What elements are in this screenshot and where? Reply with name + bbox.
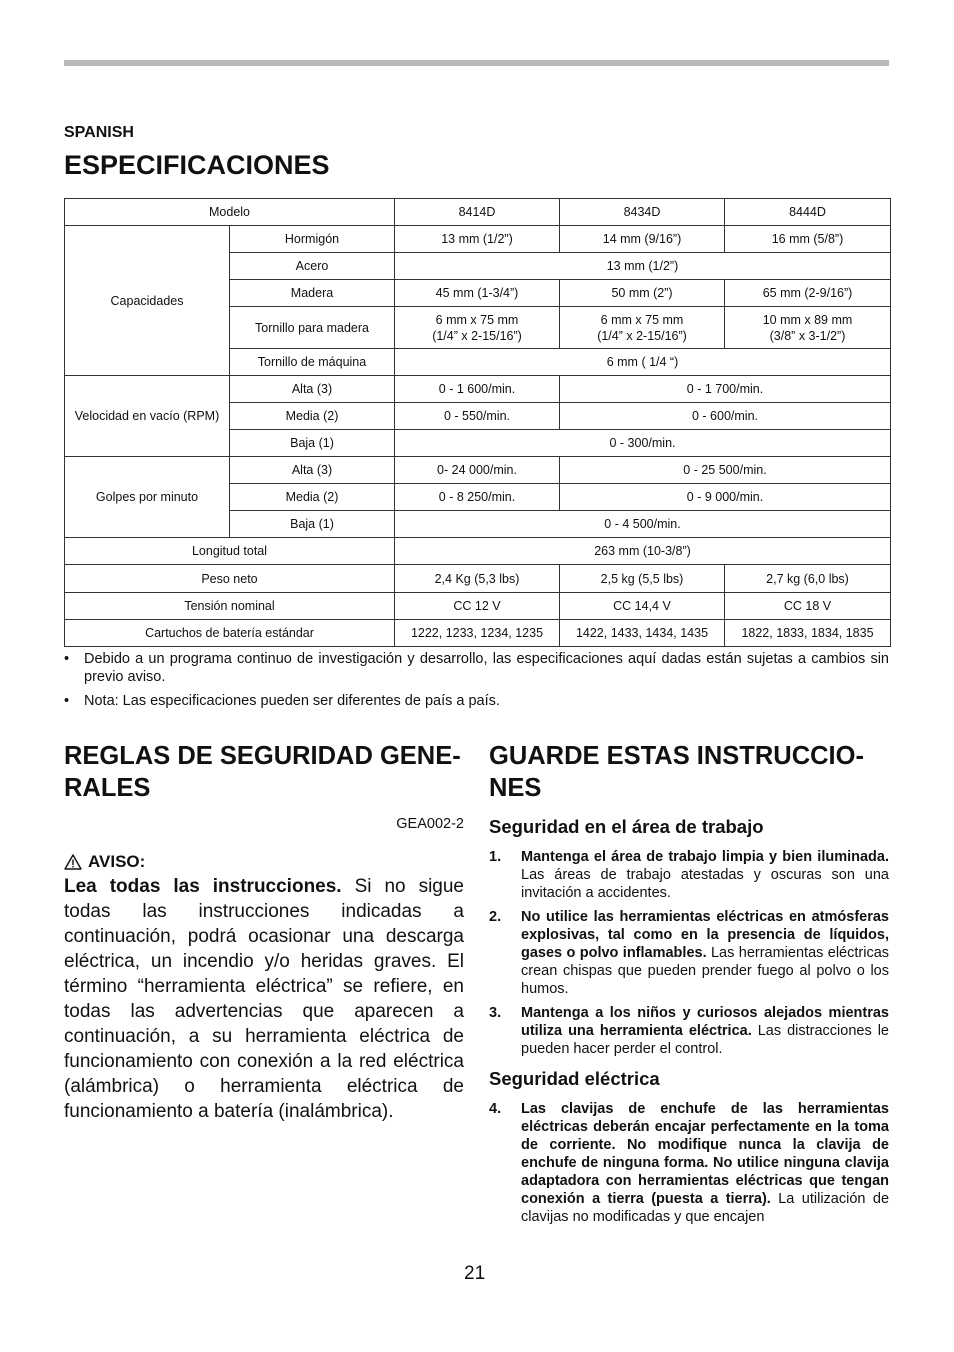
cell-value: 13 mm (1/2”): [395, 253, 891, 280]
item-bold: Mantenga el área de trabajo limpia y bien iluminada.: [521, 849, 889, 865]
cell-value: CC 14,4 V: [560, 593, 725, 620]
cell-value: 0- 24 000/min.: [395, 457, 560, 484]
note-text: Debido a un programa continuo de investigación y desarrollo, las especificaciones aquí dadas están sujetas a cambios sin previo aviso.: [84, 651, 889, 685]
table-row: [65, 620, 891, 647]
cell-value: 0 - 300/min.: [395, 430, 891, 457]
cell-acero-label: Acero: [230, 253, 395, 280]
lead-text: Si no sigue todas las instrucciones indicadas a continuación, podrá ocasionar una descarga eléctrica, un incendio y/o heridas graves. El término “herramienta eléctrica” se refiere, en todas las advertencias que aparecen a continuación, a su herramienta eléctrica de funcionamiento con conexión a la red eléctrica (alámbrica) o herramienta eléctrica de funcionamiento a batería (inalámbrica).: [64, 876, 464, 1122]
item-number: 4.: [489, 1101, 502, 1117]
item-text: Las distracciones le pueden hacer perder el control.: [521, 1023, 889, 1057]
cell-tornillo-madera-label: Tornillo para madera: [230, 307, 395, 349]
cell-value: 2,5 kg (5,5 lbs): [560, 565, 725, 593]
note-text: Nota: Las especificaciones pueden ser diferentes de país a país.: [84, 693, 500, 709]
item-number: 2.: [489, 909, 502, 925]
item-bold: No utilice las herramientas eléctricas en atmósferas explosivas, tal como en la presencia de líquidos, gases o polvo inflamables.: [521, 909, 889, 961]
subsection-title-electrical: Seguridad eléctrica: [489, 1068, 660, 1089]
cell-value: CC 12 V: [395, 593, 560, 620]
cell-value: 2,4 Kg (5,3 lbs): [395, 565, 560, 593]
item-bold: Mantenga a los niños y curiosos alejados mientras utiliza una herramienta eléctrica.: [521, 1005, 889, 1039]
table-row: [65, 376, 891, 403]
table-row: [65, 226, 891, 253]
list-item: [489, 848, 889, 902]
item-bold: Las clavijas de enchufe de las herramientas eléctricas deberán encajar perfectamente en la toma de corriente. No modifique nunca la clavija de enchufe de ninguna forma. No utilice ninguna clavija adaptadora con herramientas eléctricas que tengan conexión a tierra (puesta a tierra).: [521, 1101, 889, 1207]
cell-madera-label: Madera: [230, 280, 395, 307]
cell-value: 1222, 1233, 1234, 1235: [395, 620, 560, 647]
cell-gol-alta-label: Alta (3): [230, 457, 395, 484]
cell-modelo-label: Modelo: [65, 199, 395, 226]
title-line-1: REGLAS DE SEGURIDAD GENE-: [64, 742, 461, 770]
bullet-icon: •: [64, 651, 70, 667]
cell-value: 2,7 kg (6,0 lbs): [725, 565, 891, 593]
table-row: [65, 538, 891, 565]
cell-value: 14 mm (9/16”): [560, 226, 725, 253]
cell-value: 0 - 9 000/min.: [560, 484, 891, 511]
cell-value: 0 - 25 500/min.: [560, 457, 891, 484]
value-mm: 6 mm x 75 mm: [435, 312, 519, 327]
list-item: [489, 1004, 889, 1058]
list-item: [489, 1100, 889, 1226]
table-row: [65, 199, 891, 226]
lead-bold: Lea todas las instrucciones.: [64, 876, 342, 897]
warning-triangle-icon: [64, 854, 82, 870]
item-text: Las herramientas eléctricas crean chispas que pueden prender fuego al polvo o los humos.: [521, 945, 890, 997]
cell-value: 0 - 4 500/min.: [395, 511, 891, 538]
note-item: [64, 650, 889, 686]
cell-vel-alta-label: Alta (3): [230, 376, 395, 403]
warning-heading: [64, 852, 464, 872]
cell-value: 0 - 550/min.: [395, 403, 560, 430]
cell-model-1: 8414D: [395, 199, 560, 226]
list-item: [489, 908, 889, 998]
cell-value: 13 mm (1/2”): [395, 226, 560, 253]
cell-peso-label: Peso neto: [65, 565, 395, 593]
save-instructions-section: [489, 740, 889, 1232]
value-in: (3/8” x 3-1/2”): [769, 328, 846, 343]
item-number: 3.: [489, 1005, 502, 1021]
cell-vel-baja-label: Baja (1): [230, 430, 395, 457]
cell-value: 0 - 600/min.: [560, 403, 891, 430]
cell-value: 50 mm (2”): [560, 280, 725, 307]
cell-tornillo-maquina-label: Tornillo de máquina: [230, 349, 395, 376]
cell-value: 0 - 1 600/min.: [395, 376, 560, 403]
cell-value: 0 - 8 250/min.: [395, 484, 560, 511]
aviso-label: AVISO:: [88, 852, 146, 871]
page-number: 21: [464, 1263, 486, 1284]
cell-value: CC 18 V: [725, 593, 891, 620]
cell-velocidad-label: Velocidad en vacío (RPM): [65, 376, 230, 457]
value-mm: 10 mm x 89 mm: [762, 312, 853, 327]
cell-value: 45 mm (1-3/4”): [395, 280, 560, 307]
item-text: Las áreas de trabajo atestadas y oscuras son una invitación a accidentes.: [521, 867, 889, 901]
item-number: 1.: [489, 849, 502, 865]
page-title: ESPECIFICACIONES: [64, 150, 330, 180]
electrical-list: [489, 1100, 889, 1226]
cell-value: 1822, 1833, 1834, 1835: [725, 620, 891, 647]
cell-model-2: 8434D: [560, 199, 725, 226]
value-in: (1/4” x 2-15/16”): [597, 328, 687, 343]
subsection-title-work-area: Seguridad en el área de trabajo: [489, 816, 764, 837]
cell-vel-media-label: Media (2): [230, 403, 395, 430]
spec-table: [64, 198, 891, 647]
general-safety-section: [64, 740, 464, 1124]
cell-golpes-label: Golpes por minuto: [65, 457, 230, 538]
value-mm: 6 mm x 75 mm: [600, 312, 684, 327]
cell-value: 65 mm (2-9/16”): [725, 280, 891, 307]
cell-capacidades-label: Capacidades: [65, 226, 230, 376]
cell-value: [725, 307, 891, 349]
spec-notes: [64, 650, 889, 710]
top-rule: [64, 60, 889, 66]
note-item: [64, 692, 889, 710]
title-line-2: NES: [489, 774, 542, 802]
table-row: [65, 457, 891, 484]
cell-cartuchos-label: Cartuchos de batería estándar: [65, 620, 395, 647]
section-title: [489, 740, 889, 804]
value-in: (1/4” x 2-15/16”): [432, 328, 522, 343]
cell-gol-media-label: Media (2): [230, 484, 395, 511]
cell-value: [395, 307, 560, 349]
work-area-list: [489, 848, 889, 1058]
cell-model-3: 8444D: [725, 199, 891, 226]
item-text: La utilización de clavijas no modificadas y que encajen: [521, 1191, 890, 1225]
title-line-1: GUARDE ESTAS INSTRUCCIO-: [489, 742, 864, 770]
title-line-2: RALES: [64, 774, 151, 802]
document-code: GEA002-2: [396, 816, 464, 832]
cell-value: 16 mm (5/8”): [725, 226, 891, 253]
section-title: [64, 740, 464, 804]
cell-gol-baja-label: Baja (1): [230, 511, 395, 538]
cell-value: [560, 307, 725, 349]
cell-value: 0 - 1 700/min.: [560, 376, 891, 403]
cell-value: 1422, 1433, 1434, 1435: [560, 620, 725, 647]
cell-value: 6 mm ( 1/4 “): [395, 349, 891, 376]
language-label: SPANISH: [64, 124, 134, 141]
cell-tension-label: Tensión nominal: [65, 593, 395, 620]
table-row: [65, 565, 891, 593]
cell-hormigon-label: Hormigón: [230, 226, 395, 253]
bullet-icon: •: [64, 693, 70, 709]
cell-value: 263 mm (10-3/8”): [395, 538, 891, 565]
cell-longitud-label: Longitud total: [65, 538, 395, 565]
warning-paragraph: [64, 874, 464, 1124]
table-row: [65, 593, 891, 620]
